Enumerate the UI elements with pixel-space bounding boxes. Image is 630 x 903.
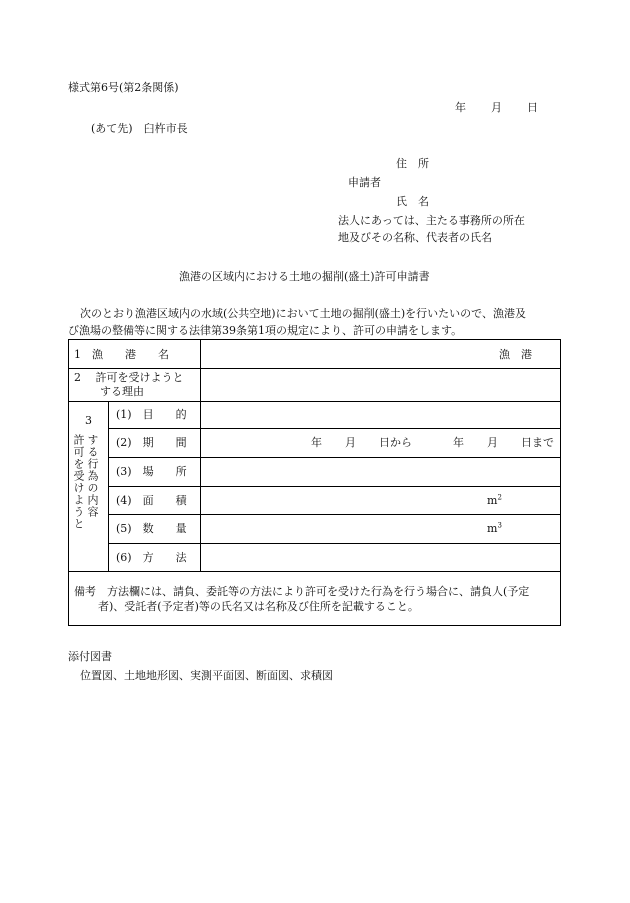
intro-line2: び漁場の整備等に関する法律第39条第1項の規定により、許可の申請をします。 [68, 324, 463, 337]
volume-unit: $m^3$ [487, 521, 502, 535]
period-from-year: 年 [311, 436, 322, 449]
period-label: (2) 期 間 [116, 436, 187, 449]
corporation-note-line2: 地及びその名称、代表者の氏名 [338, 231, 492, 244]
intro-line1: 次のとおり漁港区域内の水域(公共空地)において土地の掘削(盛土)を行いたいので、漁港及 [80, 307, 526, 320]
applicant-address-label: 住 所 [396, 157, 429, 170]
area-label: (4) 面 積 [116, 494, 187, 507]
area-unit: $m^2$ [487, 493, 502, 507]
date-month-label: 月 [491, 101, 502, 114]
date-day-label: 日 [527, 101, 538, 114]
period-to-day: 日まで [521, 436, 554, 449]
period-from-day: 日から [379, 436, 412, 449]
attachments-list: 位置図、土地地形図、実測平面図、断面図、求積図 [80, 669, 333, 682]
attachments-title: 添付図書 [68, 650, 112, 663]
corporation-note-line1: 法人にあっては、主たる事務所の所在 [338, 214, 525, 227]
applicant-name-label: 氏 名 [396, 195, 429, 208]
method-label: (6) 方 法 [116, 551, 187, 564]
remarks-line2: 者)、受託者(予定者)等の氏名又は名称及び住所を記載すること。 [98, 600, 419, 613]
reason-label-line1: 2 許可を受けようと [74, 371, 184, 384]
period-to-month: 月 [487, 436, 498, 449]
date-year-label: 年 [455, 101, 466, 114]
addressee: (あて先) 臼杵市長 [91, 122, 188, 135]
location-label: (3) 場 所 [116, 465, 187, 478]
activity-section-number: 3 [85, 414, 92, 427]
period-to-year: 年 [453, 436, 464, 449]
fishing-port-name-label: 1 漁 港 名 [74, 348, 169, 361]
application-table [68, 339, 561, 626]
activity-label-vertical-line1: 許可を受けようと [72, 434, 85, 530]
remarks-line1: 備考 方法欄には、請負、委託等の方法により許可を受けた行為を行う場合に、請負人(予定 [74, 585, 530, 598]
reason-label-line2: する理由 [100, 385, 144, 398]
volume-label: (5) 数 量 [116, 522, 187, 535]
purpose-label: (1) 目 的 [116, 408, 187, 421]
form-number: 様式第6号(第2条関係) [68, 81, 179, 94]
applicant-label: 申請者 [348, 176, 381, 189]
period-from-month: 月 [345, 436, 356, 449]
fishing-port-suffix: 漁 港 [499, 348, 532, 361]
document-title: 漁港の区域内における土地の掘削(盛土)許可申請書 [179, 270, 430, 283]
activity-label-vertical-line2: する行為の内容 [86, 434, 99, 518]
